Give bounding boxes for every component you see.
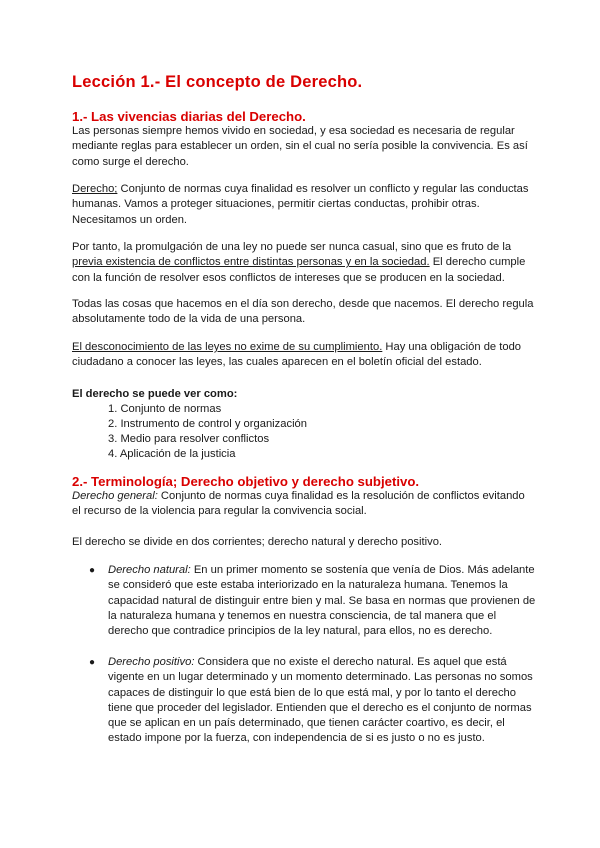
term-derecho: Derecho; [72,183,118,195]
text-segment: El derecho cumple con la función de resolver esos conflictos de intereses que se producen en la sociedad. [72,256,526,284]
list-item: 2. Instrumento de control y organización [108,418,307,430]
list-heading: El derecho se puede ver como: [72,388,238,400]
section-2-paragraph-2: El derecho se divide en dos corrientes; derecho natural y derecho positivo. [72,536,443,548]
numbered-list [108,402,307,462]
text-segment: Por tanto, la promulgación de una ley no puede ser nunca casual, sino que es fruto de la [72,241,512,253]
section-1-paragraph-5 [72,340,534,371]
term-derecho-general: Derecho general: [72,490,158,502]
page-title: Lección 1.- El concepto de Derecho. [72,73,363,91]
section-1-heading: 1.- Las vivencias diarias del Derecho. [72,109,306,124]
bullet-icon: ● [89,565,96,576]
bullet-text: En un primer momento se sostenía que venía de Dios. Más adelante se consideró que este estaba interiorizado en la naturaleza humana. Tenemos la capacidad natural de distinguir entre bien y mal. Se basa en normas que provienen de la naturaleza humana y tenemos en nuestra consciencia, de tal manera que el derecho que contradice principios de la ley natural, para ellos, no es derecho. [108,564,536,638]
bullet-icon: ● [89,657,96,668]
text-segment: Hay una obligación de todo ciudadano a conocer las leyes, las cuales aparecen en el boletín oficial del estado. [72,341,522,369]
list-item: 3. Medio para resolver conflictos [108,433,270,445]
term-derecho-positivo: Derecho positivo: [108,656,195,668]
bullet-text: Considera que no existe el derecho natural. Es aquel que está vigente en un lugar determinado y un momento determinado. Las personas no somos capaces de distinguir lo que está bien de lo que está mal, y por lo tanto el derecho tiene que proceder del legislador. Entienden que el derecho es el conjunto de normas que se aplican en un país determinado, que tienen carácter coartivo, es decir, el estado impone por la fuerza, con independencia de si es justo o no es justo. [108,656,533,745]
term-derecho-natural: Derecho natural: [108,564,191,576]
section-2-heading: 2.- Terminología; Derecho objetivo y derecho subjetivo. [72,474,420,489]
section-1-paragraph-4: Todas las cosas que hacemos en el día son derecho, desde que nacemos. El derecho regula absolutamente todo de la vida de una persona. [72,298,534,326]
section-2-paragraph-1 [72,489,534,520]
bullet-list [72,563,536,639]
section-1-paragraph-3 [72,240,534,286]
section-1-paragraph-1: Las personas siempre hemos vivido en sociedad, y esa sociedad es necesaria de regular mediante reglas para establecer un orden, sin el cual no sería posible la convivencia. Es así como surge el derecho. [72,125,528,168]
underlined-text: previa existencia de conflictos entre distintas personas y en la sociedad. [72,256,430,269]
definition-text: Conjunto de normas cuya finalidad es la resolución de conflictos evitando el recurso de la violencia para regular la convivencia social. [72,490,525,518]
definition-text: Conjunto de normas cuya finalidad es resolver un conflicto y regular las conductas humanas. Vamos a proteger situaciones, permitir ciertas conductas, prohibir otras. Necesitamos un orden. [72,183,529,226]
bullet-list [72,655,536,747]
underlined-text: El desconocimiento de las leyes no exime de su cumplimiento. [72,341,383,353]
bullet-item-derecho-natural [72,563,536,639]
section-1-paragraph-2 [72,182,534,228]
list-item: 1. Conjunto de normas [108,403,222,415]
list-item: 4. Aplicación de la justicia [108,448,236,460]
bullet-item-derecho-positivo [72,655,536,747]
